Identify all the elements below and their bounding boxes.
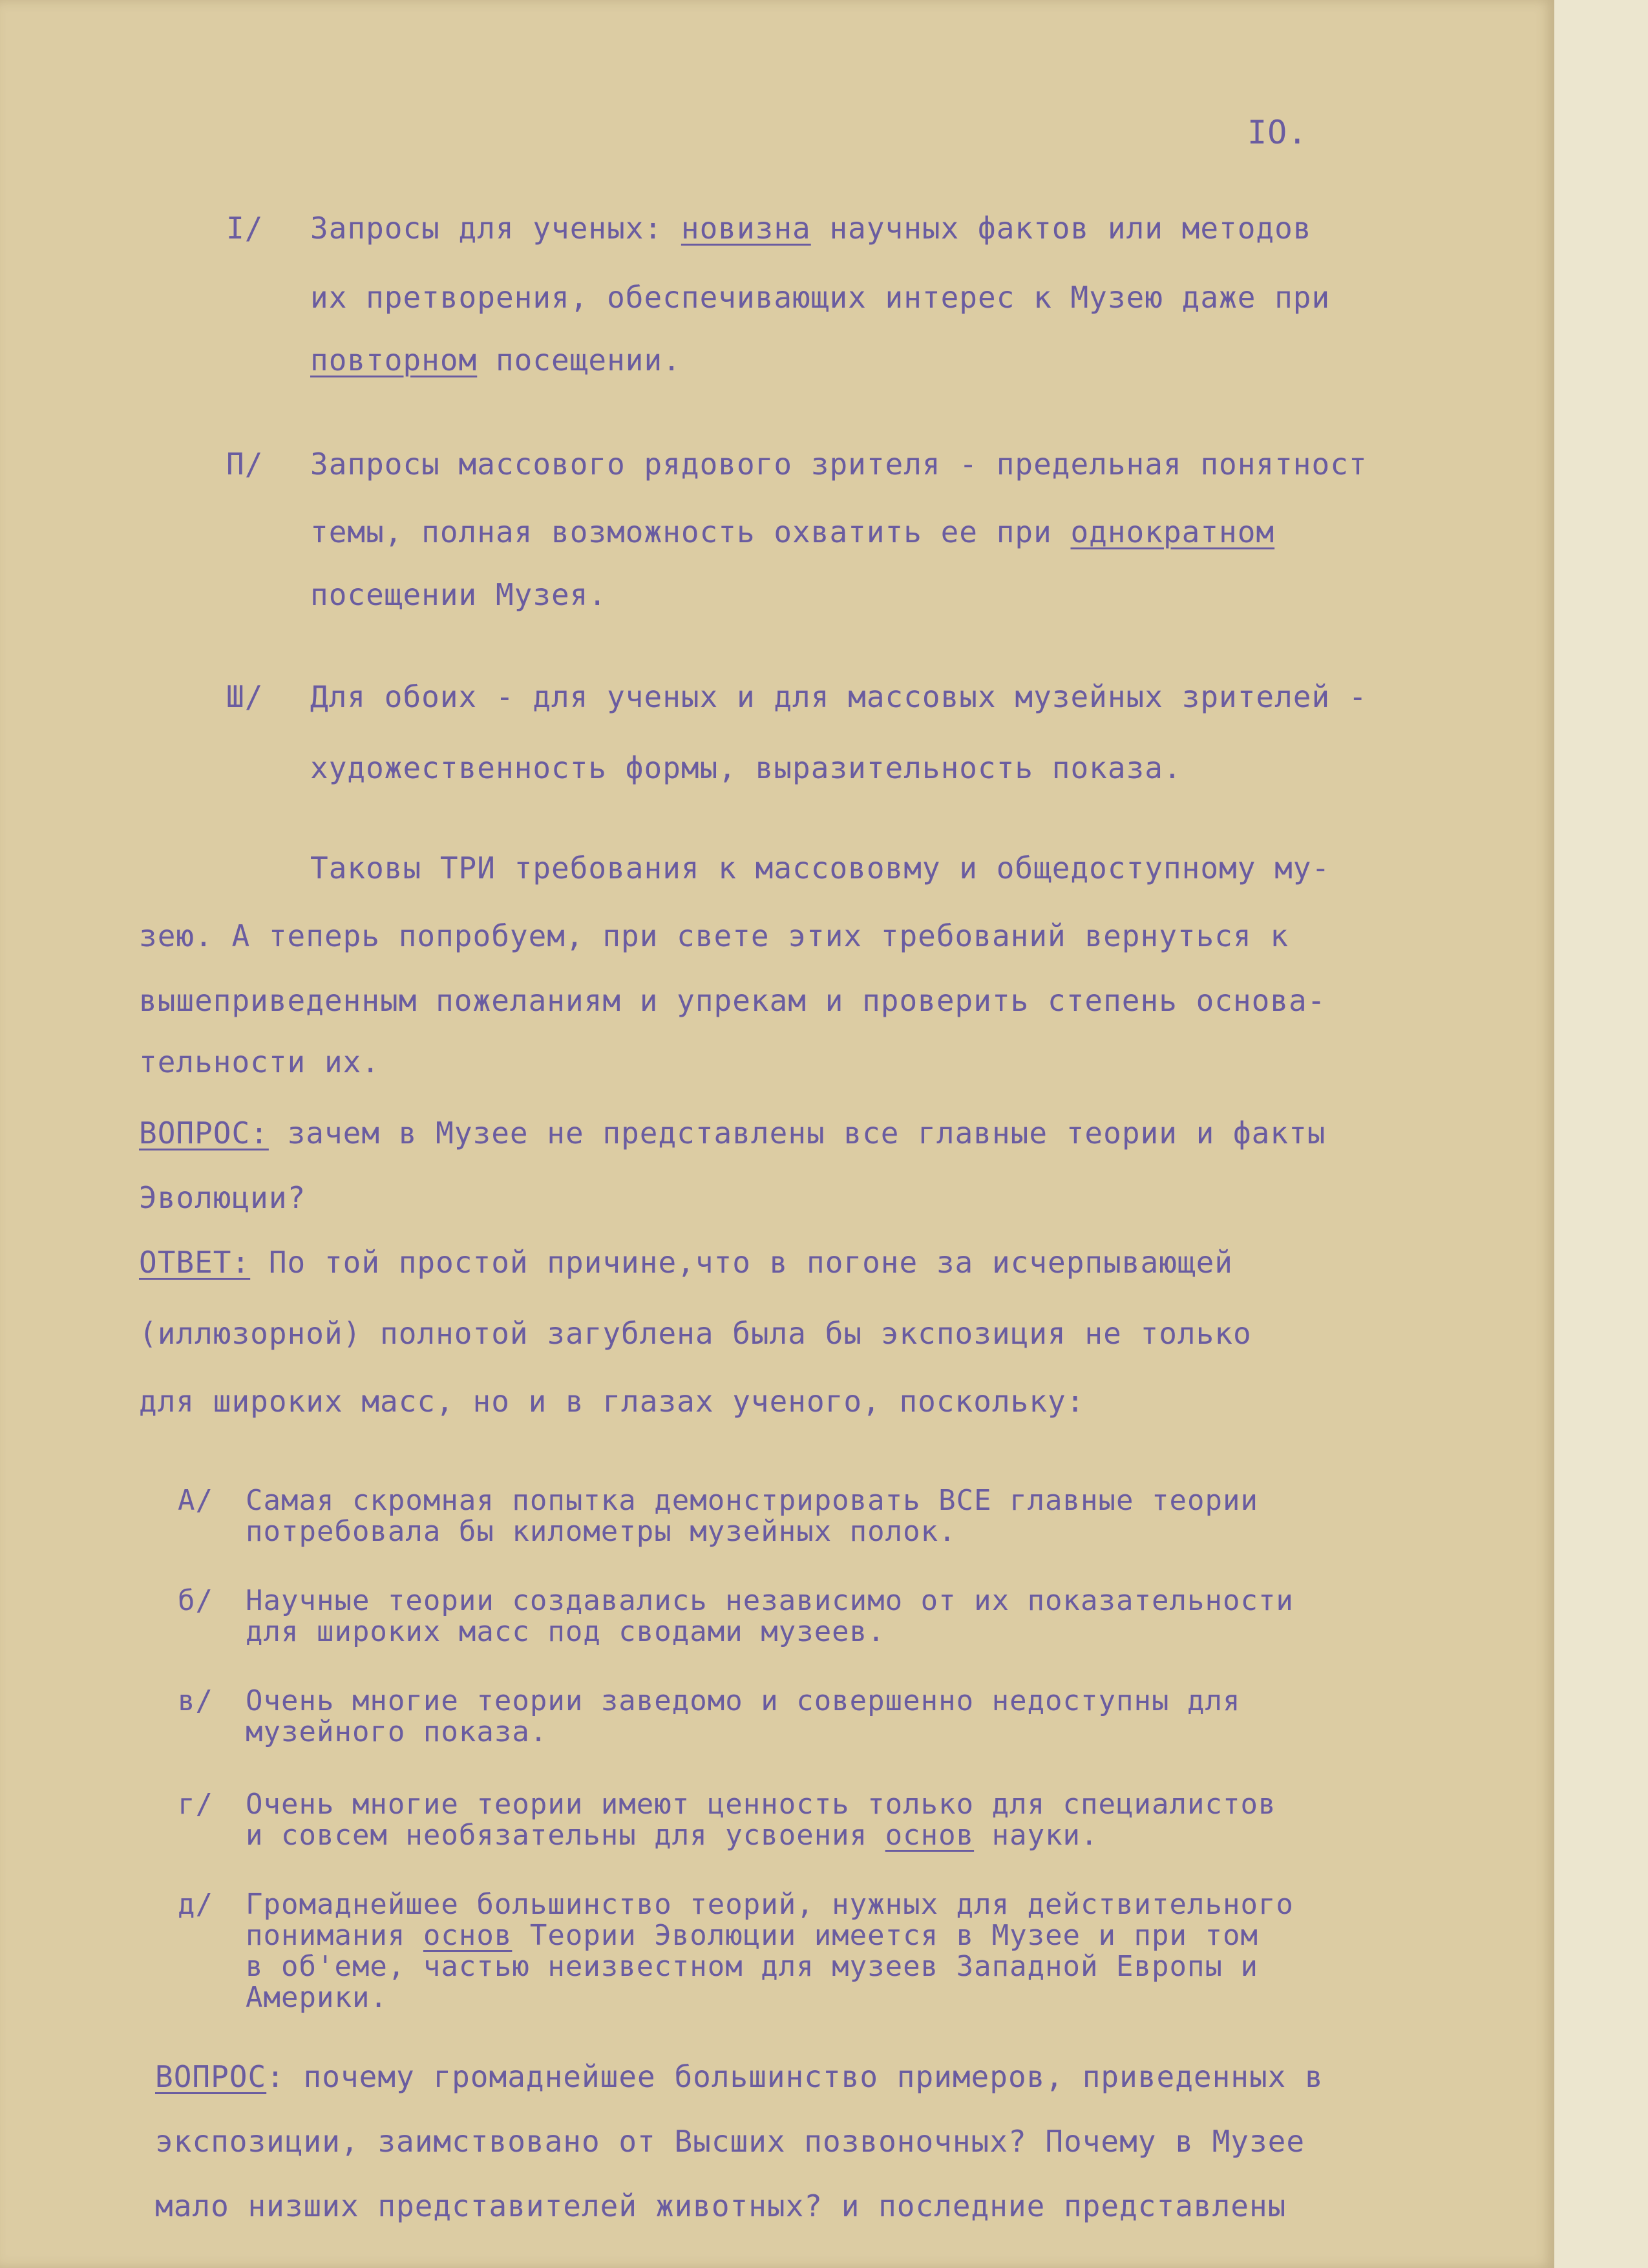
point-d-line-4: Америки.: [246, 1981, 388, 2014]
answer-1-line-1: ОТВЕТ: По той простой причине,что в погоне за исчерпывающей: [139, 1245, 1233, 1280]
answer-1-line-2: (иллюзорной) полнотой загублена была бы экспозиция не только: [139, 1316, 1252, 1351]
requirement-1-line-2: их претворения, обеспечивающих интерес к Музею даже при: [310, 280, 1331, 315]
requirement-2-line-1: Запросы массового рядового зрителя - предельная понятност: [310, 447, 1368, 482]
point-v-line-2: музейного показа.: [246, 1715, 548, 1748]
point-a-line-1: Самая скромная попытка демонстрировать ВСЕ главные теории: [246, 1484, 1258, 1517]
background-edge: [1554, 0, 1648, 2268]
question-1-line-2: Эволюции?: [139, 1180, 306, 1215]
point-g-marker: г/: [178, 1788, 213, 1821]
point-d-line-2: понимания основ Теории Эволюции имеется в Музее и при том: [246, 1919, 1258, 1952]
question-2-line-2: экспозиции, заимствовано от Высших позвоночных? Почему в Музее: [155, 2124, 1305, 2159]
question-2-line-3: мало низших представителей животных? и последние представлены: [155, 2189, 1287, 2223]
question-2-line-1: ВОПРОС: почему громаднейшее большинство примеров, приведенных в: [155, 2059, 1324, 2094]
question-1-line-1: ВОПРОС: зачем в Музее не представлены все главные теории и факты: [139, 1116, 1326, 1150]
requirement-2-marker: П/: [226, 447, 264, 482]
summary-line-4: тельности их.: [139, 1044, 381, 1079]
point-a-marker: А/: [178, 1484, 213, 1517]
point-b-line-2: для широких масс под сводами музеев.: [246, 1615, 885, 1648]
point-a-line-2: потребовала бы километры музейных полок.: [246, 1515, 956, 1548]
requirement-3-line-2: художественность формы, выразительность показа.: [310, 750, 1182, 785]
question-1-label: ВОПРОС:: [139, 1116, 269, 1150]
point-b-line-1: Научные теории создавались независимо от их показательности: [246, 1584, 1294, 1617]
answer-1-line-3: для широких масс, но и в глазах ученого, поскольку:: [139, 1384, 1085, 1419]
requirement-1-line-1: Запросы для ученых: новизна научных фактов или методов: [310, 211, 1312, 246]
requirement-3-line-1: Для обоих - для ученых и для массовых музейных зрителей -: [310, 679, 1368, 714]
point-d-line-1: Громаднейшее большинство теорий, нужных для действительного: [246, 1888, 1294, 1921]
requirement-3-marker: Ш/: [226, 679, 264, 714]
point-b-marker: б/: [178, 1584, 213, 1617]
summary-line-1: Таковы ТРИ требования к массововму и общедоступному му-: [310, 851, 1331, 885]
requirement-1-line-3: повторном посещении.: [310, 343, 681, 377]
requirement-1-marker: I/: [226, 211, 264, 246]
summary-line-3: вышеприведенным пожеланиям и упрекам и проверить степень основа-: [139, 983, 1326, 1018]
requirement-2-line-3: посещении Музея.: [310, 577, 607, 612]
page-number: IO.: [1247, 114, 1308, 151]
point-v-marker: в/: [178, 1684, 213, 1717]
question-2-label: ВОПРОС: [155, 2059, 267, 2094]
requirement-2-line-2: темы, полная возможность охватить ее при однократном: [310, 514, 1275, 549]
point-v-line-1: Очень многие теории заведомо и совершенно недоступны для: [246, 1684, 1241, 1717]
point-g-line-1: Очень многие теории имеют ценность только для специалистов: [246, 1788, 1276, 1821]
point-g-line-2: и совсем необязательны для усвоения основ науки.: [246, 1819, 1099, 1852]
summary-line-2: зею. А теперь попробуем, при свете этих требований вернуться к: [139, 918, 1289, 953]
point-d-marker: д/: [178, 1888, 213, 1921]
point-d-line-3: в об'еме, частью неизвестном для музеев Западной Европы и: [246, 1950, 1258, 1983]
answer-1-label: ОТВЕТ:: [139, 1245, 251, 1280]
